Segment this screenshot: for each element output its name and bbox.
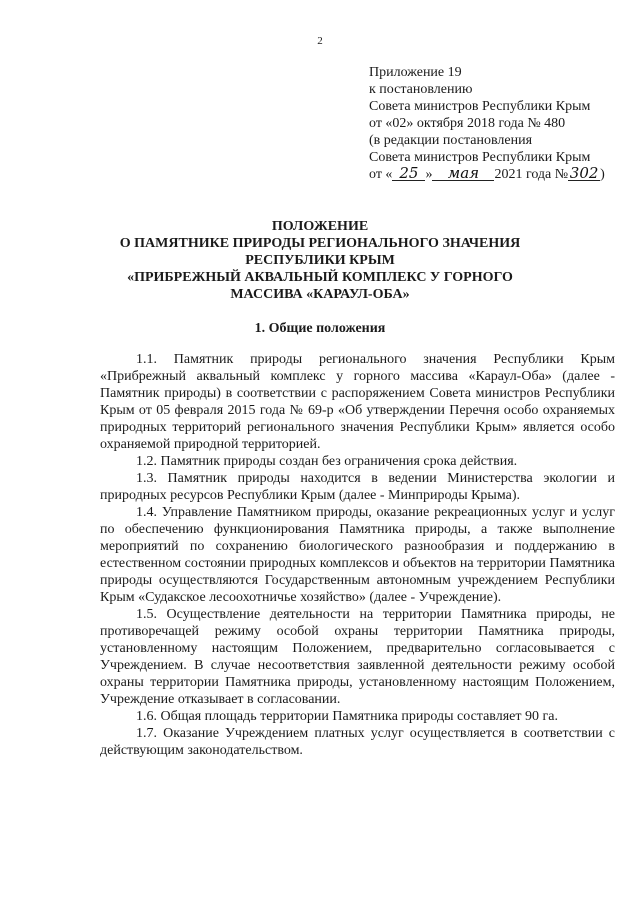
document-title (100, 218, 540, 303)
annex-line: Совета министров Республики Крым (369, 99, 591, 114)
annex-amendment-date (369, 166, 631, 183)
title-line: МАССИВА «КАРАУЛ-ОБА» (230, 287, 410, 302)
annex-date-middle: » (425, 167, 433, 182)
annex-line: к постановлению (369, 82, 473, 97)
page-number: 2 (317, 35, 323, 47)
paragraph-1-5: 1.5. Осуществление деятельности на территории Памятника природы, не противоречащей режиму особой охраны территории Памятника природы, установленному настоящим Положением, предварительно согласовывается с Учреждением. В случае несоответствия заявленной деятельности режиму особой охраны территории Памятника природы, установленному настоящим Положением, Учреждение отказывает в согласовании. (100, 607, 615, 707)
handwritten-day: 25 (392, 166, 425, 181)
annex-line: Совета министров Республики Крым (369, 150, 591, 165)
annex-line: от «02» октября 2018 года № 480 (369, 116, 566, 131)
annex-date-year: 2021 года № (494, 167, 569, 182)
title-line: О ПАМЯТНИКЕ ПРИРОДЫ РЕГИОНАЛЬНОГО ЗНАЧЕНИЯ (119, 236, 521, 251)
title-line: ПОЛОЖЕНИЕ (271, 219, 369, 234)
body-text (100, 351, 615, 759)
paragraph-1-3: 1.3. Памятник природы находится в ведении Министерства экологии и природных ресурсов Республики Крым (далее - Минприроды Крыма). (100, 471, 615, 503)
handwritten-number: 302 (569, 164, 599, 182)
annex-line: (в редакции постановления (369, 133, 533, 148)
handwritten-month: мая (432, 166, 494, 181)
annex-date-prefix: от « (369, 167, 393, 182)
paragraph-1-7: 1.7. Оказание Учреждением платных услуг осуществляется в соответствии с действующим законодательством. (100, 726, 615, 758)
annex-block (369, 64, 631, 183)
paragraph-1-6: 1.6. Общая площадь территории Памятника природы составляет 90 га. (136, 709, 558, 724)
paragraph-1-4: 1.4. Управление Памятником природы, оказание рекреационных услуг и услуг по обеспечению функционирования Памятника природы, а также выполнение мероприятий по сохранению биологического разнообразия и поддержанию в естественном состоянии природных комплексов и объектов на территории Памятника природы осуществляются Государственным автономным учреждением Республики Крым «Судакское лесоохотничье хозяйство» (далее - Учреждение). (100, 505, 615, 605)
paragraph-1-2: 1.2. Памятник природы создан без ограничения срока действия. (136, 454, 518, 469)
title-line: «ПРИБРЕЖНЫЙ АКВАЛЬНЫЙ КОМПЛЕКС У ГОРНОГО (127, 270, 513, 285)
section-heading: 1. Общие положения (254, 321, 386, 336)
annex-date-suffix: ) (600, 167, 605, 182)
title-line: РЕСПУБЛИКИ КРЫМ (245, 253, 395, 268)
annex-line: Приложение 19 (369, 65, 462, 80)
paragraph-1-1: 1.1. Памятник природы регионального значения Республики Крым «Прибрежный аквальный комплекс у горного массива «Караул-Оба» (далее - Памятник природы) в соответствии с распоряжением Совета министров Республики Крым от 05 февраля 2015 года № 69-р «Об утверждении Перечня особо охраняемых природных территорий регионального значения Республики Крым» является особо охраняемой природной территорией. (100, 352, 615, 452)
